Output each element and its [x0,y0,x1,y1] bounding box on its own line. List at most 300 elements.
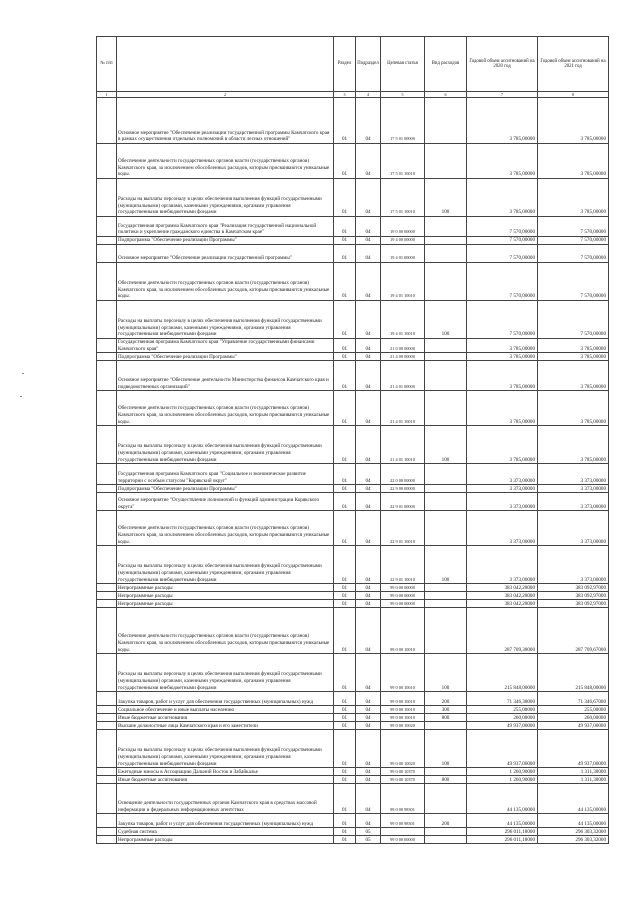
row-number [97,706,117,714]
row-sum-2020: 3 785,00000 [467,144,538,179]
table-row [97,828,609,836]
row-podrazdel: 04 [356,768,381,776]
row-podrazdel: 04 [356,179,381,217]
row-sum-2021: 7 570,00000 [538,263,609,301]
row-razdel: 01 [334,776,356,784]
row-sum-2020: 1 260,90000 [467,776,538,784]
table-row [97,237,609,245]
row-podrazdel: 04 [356,361,381,391]
scan-speck [20,396,22,397]
row-razdel: 01 [334,144,356,179]
row-number [97,714,117,722]
row-vid-rashodov [425,828,467,836]
row-sum-2021: 44 135,00000 [538,814,609,828]
row-name: Обеспечение деятельности государственных органов власти (государственных органов) Камчатского края, за исключением обособленных расходов, которым присваиваются уникальные коды. [117,608,334,654]
table-row [97,654,609,692]
row-razdel: 01 [334,584,356,592]
row-number [97,301,117,339]
row-sum-2021: 383 092,97000 [538,600,609,608]
row-sum-2021: 383 092,97000 [538,592,609,600]
row-razdel: 01 [334,391,356,426]
row-vid-rashodov [425,237,467,245]
row-number [97,654,117,692]
column-number: 6 [425,92,467,98]
row-razdel: 01 [334,179,356,217]
table-row [97,692,609,706]
row-number [97,237,117,245]
row-number [97,426,117,464]
row-vid-rashodov: 100 [425,654,467,692]
row-sum-2021: 3 373,00000 [538,464,609,485]
row-razdel: 01 [334,426,356,464]
row-sum-2021: 49 937,00000 [538,722,609,730]
row-sum-2020: 3 785,00000 [467,361,538,391]
table-row [97,776,609,784]
row-sum-2021: 3 373,00000 [538,493,609,511]
row-sum-2020: 44 135,00000 [467,784,538,814]
row-sum-2021: 296 303,32000 [538,836,609,844]
row-vid-rashodov: 100 [425,546,467,584]
row-podrazdel: 04 [356,464,381,485]
row-number [97,814,117,828]
row-razdel: 01 [334,217,356,237]
row-sum-2021: 3 785,00000 [538,426,609,464]
row-number [97,353,117,361]
row-name: Государственная программа Камчатского края "Реализация государственной национальной политики и укрепление гражданского единства в Камчатском крае" [117,217,334,237]
row-number [97,144,117,179]
row-sum-2020: 3 373,00000 [467,485,538,493]
column-number: 5 [381,92,425,98]
row-sum-2021: 7 570,00000 [538,245,609,263]
row-number [97,730,117,768]
row-vid-rashodov [425,600,467,608]
row-sum-2020: 215 848,00000 [467,654,538,692]
row-sum-2021: 7 570,00000 [538,217,609,237]
row-number [97,592,117,600]
row-sum-2021: 3 785,00000 [538,361,609,391]
table-row [97,714,609,722]
row-razdel: 01 [334,706,356,714]
row-podrazdel: 04 [356,98,381,144]
row-razdel: 01 [334,485,356,493]
row-razdel: 01 [334,722,356,730]
row-razdel: 01 [334,546,356,584]
column-number: 8 [538,92,609,98]
row-sum-2020: 3 785,00000 [467,391,538,426]
row-name: Расходы на выплаты персоналу в целях обеспечения выполнения функций государственными (муниципальными) органами, казенными учреждениями, органами управления государственными внебюджетными фондами [117,426,334,464]
row-sum-2021: 49 937,00000 [538,730,609,768]
row-podrazdel: 05 [356,836,381,844]
row-csr: 22 9 01 10010 [381,546,425,584]
row-csr: 99 0 00 10010 [381,608,425,654]
scan-speck [22,373,24,374]
row-razdel: 01 [334,493,356,511]
row-podrazdel: 04 [356,706,381,714]
row-razdel: 01 [334,768,356,776]
row-csr: 19 4 01 00000 [381,245,425,263]
row-name: Судебная система [117,828,334,836]
row-razdel: 01 [334,836,356,844]
row-name: Высшие должностные лица Камчатского края и его заместители [117,722,334,730]
row-podrazdel: 04 [356,600,381,608]
row-csr: 22 9 01 00000 [381,493,425,511]
row-sum-2020: 7 570,00000 [467,217,538,237]
row-csr: 99 0 00 10370 [381,776,425,784]
row-vid-rashodov: 200 [425,692,467,706]
row-sum-2020: 1 260,90000 [467,768,538,776]
row-number [97,511,117,546]
row-number [97,584,117,592]
row-number [97,464,117,485]
row-sum-2021: 7 570,00000 [538,301,609,339]
row-name: Непрограммные расходы [117,584,334,592]
row-sum-2021: 3 373,00000 [538,511,609,546]
row-podrazdel: 04 [356,608,381,654]
row-vid-rashodov [425,584,467,592]
row-razdel: 01 [334,600,356,608]
table-row [97,464,609,485]
row-csr: 17 5 01 00000 [381,98,425,144]
table-row [97,426,609,464]
row-csr: 99 0 00 10370 [381,768,425,776]
row-csr: 99 0 00 00000 [381,600,425,608]
row-vid-rashodov [425,98,467,144]
row-sum-2021: 3 785,00000 [538,98,609,144]
row-vid-rashodov [425,391,467,426]
table-row [97,706,609,714]
row-podrazdel: 04 [356,814,381,828]
row-sum-2020: 3 785,00000 [467,98,538,144]
row-vid-rashodov [425,144,467,179]
row-csr: 99 0 00 98301 [381,784,425,814]
table-row [97,485,609,493]
table-row [97,493,609,511]
row-vid-rashodov [425,511,467,546]
header-row [97,37,609,92]
row-sum-2020: 3 373,00000 [467,511,538,546]
row-name: Основное мероприятие "Обеспечение реализации государственной программы" [117,245,334,263]
row-number [97,546,117,584]
row-name: Подпрограмма "Обеспечение реализации Программы" [117,353,334,361]
row-vid-rashodov: 800 [425,714,467,722]
table-row [97,600,609,608]
row-podrazdel: 04 [356,511,381,546]
column-number: 2 [117,92,334,98]
row-name: Обеспечение деятельности государственных органов власти (государственных органов) Камчатского края, за исключением обособленных расходов, которым присваиваются уникальные коды. [117,391,334,426]
row-csr: 19 4 01 10010 [381,301,425,339]
table-row [97,217,609,237]
row-name: Расходы на выплаты персоналу в целях обеспечения выполнения функций государственными (муниципальными) органами, казенными учреждениями, органами управления государственными внебюджетными фондами [117,654,334,692]
row-vid-rashodov [425,339,467,353]
row-sum-2020: 49 937,00000 [467,730,538,768]
row-vid-rashodov [425,361,467,391]
table-row [97,98,609,144]
table-row [97,339,609,353]
row-podrazdel: 04 [356,426,381,464]
row-number [97,493,117,511]
row-podrazdel: 04 [356,339,381,353]
row-number [97,98,117,144]
row-name: Основное мероприятие "Обеспечение деятельности Министерства финансов Камчатского края и подведомственных организаций" [117,361,334,391]
row-razdel: 01 [334,692,356,706]
row-name: Обеспечение деятельности государственных органов власти (государственных органов) Камчатского края, за исключением обособленных расходов, которым присваиваются уникальные коды. [117,144,334,179]
row-vid-rashodov: 100 [425,179,467,217]
row-name: Обеспечение деятельности государственных органов власти (государственных органов) Камчатского края, за исключением обособленных расходов, которым присваиваются уникальные коды. [117,511,334,546]
row-podrazdel: 05 [356,828,381,836]
row-name: Иные бюджетные ассигнования [117,776,334,784]
table-row [97,179,609,217]
row-number [97,245,117,263]
row-csr: 17 5 01 10010 [381,179,425,217]
row-number [97,836,117,844]
row-sum-2021: 44 135,00000 [538,784,609,814]
row-name: Государственная программа Камчатского края "Управление государственными финансами Камчатского края" [117,339,334,353]
row-name: Государственная программа Камчатского края "Социальное и экономическое развитие территории с особым статусом "Корякский округ" [117,464,334,485]
row-csr: 19 4 01 10010 [381,263,425,301]
row-podrazdel: 04 [356,584,381,592]
row-number [97,485,117,493]
row-sum-2020: 383 042,28000 [467,592,538,600]
row-csr: 99 0 00 00000 [381,836,425,844]
row-podrazdel: 04 [356,592,381,600]
row-razdel: 01 [334,361,356,391]
row-sum-2020: 3 785,00000 [467,353,538,361]
row-name: Закупка товаров, работ и услуг для обеспечения государственных (муниципальных) нужд [117,692,334,706]
table-row [97,768,609,776]
row-razdel: 01 [334,592,356,600]
row-csr: 99 0 00 10010 [381,692,425,706]
row-podrazdel: 04 [356,237,381,245]
row-vid-rashodov: 100 [425,426,467,464]
row-razdel: 01 [334,353,356,361]
row-sum-2021: 260,00000 [538,714,609,722]
row-csr: 99 0 00 10010 [381,654,425,692]
row-csr: 22 0 00 00000 [381,464,425,485]
row-vid-rashodov [425,768,467,776]
row-number [97,608,117,654]
row-sum-2021: 3 785,00000 [538,339,609,353]
row-sum-2020: 44 135,00000 [467,814,538,828]
table-row [97,144,609,179]
row-vid-rashodov [425,464,467,485]
row-razdel: 01 [334,784,356,814]
row-sum-2020: 3 785,00000 [467,426,538,464]
row-podrazdel: 04 [356,353,381,361]
row-vid-rashodov [425,217,467,237]
row-razdel: 01 [334,714,356,722]
row-csr: 19 4 00 00000 [381,237,425,245]
row-name: Социальное обеспечение и иные выплаты населению [117,706,334,714]
table-row [97,730,609,768]
row-number [97,600,117,608]
row-number [97,361,117,391]
table-row [97,511,609,546]
table-row [97,592,609,600]
row-vid-rashodov [425,722,467,730]
row-csr: 99 0 00 10010 [381,706,425,714]
row-csr: 21 4 00 00000 [381,353,425,361]
row-razdel: 01 [334,237,356,245]
row-podrazdel: 04 [356,692,381,706]
row-sum-2021: 1 311,30000 [538,776,609,784]
row-name: Непрограммные расходы [117,836,334,844]
header-csr: Целевая статья [381,37,425,92]
row-vid-rashodov: 200 [425,814,467,828]
row-podrazdel: 04 [356,301,381,339]
row-podrazdel: 04 [356,722,381,730]
row-number [97,391,117,426]
row-sum-2021: 3 373,00000 [538,546,609,584]
row-razdel: 01 [334,828,356,836]
row-name: Обеспечение деятельности государственных органов власти (государственных органов) Камчатского края, за исключением обособленных расходов, которым присваиваются уникальные коды. [117,263,334,301]
row-csr: 99 0 00 98301 [381,814,425,828]
row-vid-rashodov [425,836,467,844]
row-podrazdel: 04 [356,263,381,301]
row-razdel: 01 [334,730,356,768]
row-podrazdel: 04 [356,546,381,584]
row-podrazdel: 04 [356,730,381,768]
header-num: № п/п [97,37,117,92]
row-number [97,722,117,730]
row-sum-2021: 215 848,00000 [538,654,609,692]
row-name: Подпрограмма "Обеспечение реализации Программы" [117,485,334,493]
row-number [97,784,117,814]
row-sum-2020: 3 373,00000 [467,493,538,511]
row-razdel: 01 [334,245,356,263]
table-row [97,584,609,592]
row-podrazdel: 04 [356,776,381,784]
row-number [97,828,117,836]
row-sum-2020: 260,00000 [467,714,538,722]
row-name: Закупка товаров, работ и услуг для обеспечения государственных (муниципальных) нужд [117,814,334,828]
row-sum-2021: 3 785,00000 [538,353,609,361]
row-csr: 17 5 01 10010 [381,144,425,179]
row-sum-2021: 3 373,00000 [538,485,609,493]
row-name: Непрограммные расходы [117,592,334,600]
row-csr [381,828,425,836]
table-row [97,784,609,814]
row-sum-2020: 71 346,38000 [467,692,538,706]
row-vid-rashodov [425,608,467,654]
row-sum-2021: 296 303,32000 [538,828,609,836]
table-body [97,98,609,844]
row-name: Непрограммные расходы [117,600,334,608]
header-vr: Вид расходов [425,37,467,92]
row-sum-2020: 7 570,00000 [467,301,538,339]
row-sum-2021: 255,00000 [538,706,609,714]
row-sum-2020: 296 011,18000 [467,828,538,836]
row-sum-2020: 3 785,00000 [467,339,538,353]
header-podrazdel: Подраздел [356,37,381,92]
row-podrazdel: 04 [356,485,381,493]
row-number [97,217,117,237]
row-vid-rashodov: 100 [425,730,467,768]
row-razdel: 01 [334,511,356,546]
row-csr: 21 0 00 00000 [381,339,425,353]
row-vid-rashodov [425,493,467,511]
row-sum-2021: 287 709,67000 [538,608,609,654]
row-sum-2020: 3 785,00000 [467,179,538,217]
row-csr: 99 0 00 10020 [381,722,425,730]
row-razdel: 01 [334,98,356,144]
row-name: Подпрограмма "Обеспечение реализации Программы" [117,237,334,245]
row-vid-rashodov [425,245,467,263]
row-csr: 21 4 01 00000 [381,361,425,391]
row-sum-2020: 296 011,18000 [467,836,538,844]
row-podrazdel: 04 [356,654,381,692]
header-sum-2020: Годовой объем ассигнований на 2020 год [467,37,538,92]
row-razdel: 01 [334,263,356,301]
row-razdel: 01 [334,654,356,692]
row-name: Расходы на выплаты персоналу в целях обеспечения выполнения функций государственными (муниципальными) органами, казенными учреждениями, органами управления государственными внебюджетными фондами [117,301,334,339]
column-number: 3 [334,92,356,98]
row-sum-2021: 7 570,00000 [538,237,609,245]
row-sum-2020: 7 570,00000 [467,263,538,301]
row-csr: 21 4 01 10010 [381,391,425,426]
row-vid-rashodov: 100 [425,301,467,339]
budget-table [96,36,609,844]
table-row [97,836,609,844]
row-podrazdel: 04 [356,784,381,814]
row-number [97,339,117,353]
row-name: Основное мероприятие "Обеспечение реализации государственной программы Камчатского края в рамках осуществления отдельных полномочий в области лесных отношений" [117,98,334,144]
row-number [97,768,117,776]
row-sum-2020: 255,00000 [467,706,538,714]
column-number: 4 [356,92,381,98]
row-podrazdel: 04 [356,714,381,722]
row-razdel: 01 [334,301,356,339]
row-vid-rashodov [425,353,467,361]
row-sum-2021: 383 092,97000 [538,584,609,592]
row-razdel: 01 [334,464,356,485]
table-row [97,814,609,828]
row-number [97,776,117,784]
row-sum-2020: 383 042,28000 [467,584,538,592]
column-number: 1 [97,92,117,98]
row-sum-2020: 287 709,38000 [467,608,538,654]
row-name: Расходы на выплаты персоналу в целях обеспечения выполнения функций государственными (муниципальными) органами, казенными учреждениями, органами управления государственными внебюджетными фондами [117,179,334,217]
row-razdel: 01 [334,814,356,828]
table-row [97,301,609,339]
row-vid-rashodov [425,784,467,814]
row-number [97,179,117,217]
row-sum-2020: 7 570,00000 [467,245,538,263]
row-podrazdel: 04 [356,391,381,426]
row-razdel: 01 [334,608,356,654]
row-name: Основное мероприятие "Осуществление полномочий и функций администрации Корякского округа" [117,493,334,511]
table-row [97,361,609,391]
row-vid-rashodov: 800 [425,776,467,784]
row-podrazdel: 04 [356,217,381,237]
row-csr: 22 9 01 10010 [381,511,425,546]
row-sum-2021: 71 346,67000 [538,692,609,706]
header-razdel: Раздел [334,37,356,92]
table-row [97,391,609,426]
table-row [97,608,609,654]
row-podrazdel: 04 [356,493,381,511]
row-podrazdel: 04 [356,245,381,263]
row-sum-2020: 383 042,28000 [467,600,538,608]
table-row [97,245,609,263]
row-sum-2021: 3 785,00000 [538,144,609,179]
row-name: Расходы на выплаты персоналу в целях обеспечения выполнения функций государственными (муниципальными) органами, казенными учреждениями, органами управления государственными внебюджетными фондами [117,546,334,584]
table-row [97,353,609,361]
column-number: 7 [467,92,538,98]
row-csr: 99 0 00 00000 [381,592,425,600]
row-csr: 22 9 00 00000 [381,485,425,493]
row-sum-2021: 1 311,30000 [538,768,609,776]
row-podrazdel: 04 [356,144,381,179]
